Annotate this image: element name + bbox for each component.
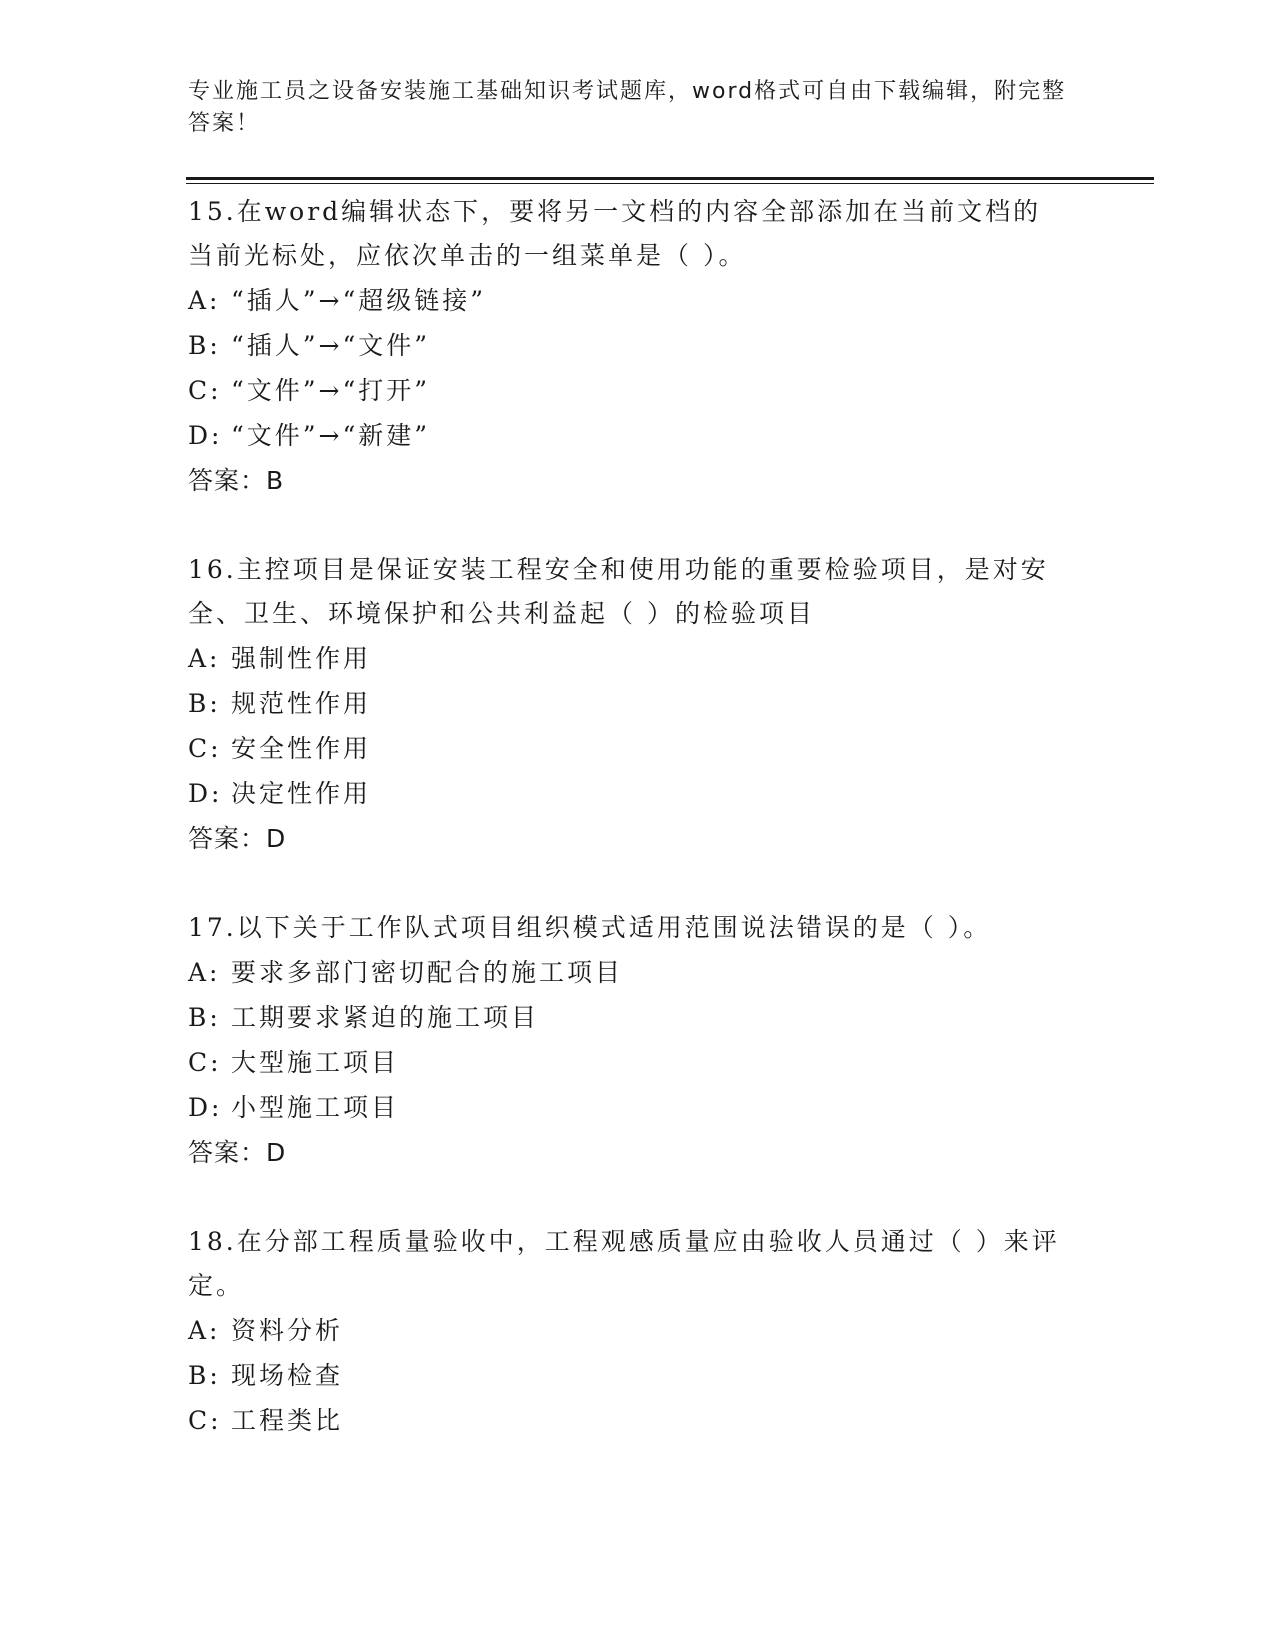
question-16 [188,548,1088,861]
option-letter: C: [188,734,222,763]
option-text: “文件”→“新建” [231,421,431,450]
option-letter: C: [188,1048,222,1077]
option-a [188,636,1088,681]
question-stem: 15.在word编辑状态下，要将另一文档的内容全部添加在当前文档的当前光标处，应依次单击的一组菜单是（ ）。 [188,197,1042,270]
option-letter: A: [188,286,221,315]
option-a [188,1308,1088,1353]
answer-label: 答案： [188,466,267,495]
option-d [188,413,1088,458]
option-letter: A: [188,1316,221,1345]
option-text: 决定性作用 [231,779,372,808]
option-b [188,681,1088,726]
option-text: 强制性作用 [231,644,372,673]
option-d [188,771,1088,816]
option-text: “文件”→“打开” [231,376,431,405]
option-text: “插人”→“文件” [231,331,431,360]
option-c [188,368,1088,413]
option-text: 现场检查 [231,1361,344,1390]
option-text: 工期要求紧迫的施工项目 [231,1003,540,1032]
option-c [188,1398,1088,1443]
option-text: 规范性作用 [231,689,372,718]
answer-label: 答案： [188,1138,267,1167]
question-stem: 16.主控项目是保证安装工程安全和使用功能的重要检验项目，是对安全、卫生、环境保护和公共利益起（ ）的检验项目 [188,555,1049,628]
question-stem: 17.以下关于工作队式项目组织模式适用范围说法错误的是（ ）。 [188,913,992,942]
option-a [188,950,1088,995]
option-text: 要求多部门密切配合的施工项目 [231,958,624,987]
option-letter: D: [188,421,223,450]
option-b [188,995,1088,1040]
answer-label: 答案： [188,824,267,853]
answer-value: B [266,466,285,495]
option-text: 资料分析 [231,1316,344,1345]
option-letter: A: [188,958,221,987]
header-rule-thin [186,183,1154,184]
option-c [188,726,1088,771]
question-17 [188,906,1088,1175]
option-d [188,1085,1088,1130]
answer-line [188,458,1088,503]
answer-value: D [266,1138,287,1167]
option-letter: D: [188,1093,223,1122]
option-letter: B: [188,331,221,360]
answer-line [188,1130,1088,1175]
option-c [188,1040,1088,1085]
answer-line [188,816,1088,861]
question-15 [188,190,1088,503]
question-18 [188,1220,1088,1443]
option-text: 大型施工项目 [231,1048,400,1077]
option-a [188,278,1088,323]
question-list [188,190,1088,1488]
option-text: 小型施工项目 [231,1093,400,1122]
answer-value: D [266,824,287,853]
option-text: 工程类比 [231,1406,344,1435]
option-letter: B: [188,1003,221,1032]
option-letter: C: [188,376,222,405]
option-letter: C: [188,1406,222,1435]
option-b [188,1353,1088,1398]
option-letter: B: [188,1361,221,1390]
option-letter: A: [188,644,221,673]
option-text: 安全性作用 [231,734,372,763]
option-b [188,323,1088,368]
option-letter: D: [188,779,223,808]
question-stem: 18.在分部工程质量验收中，工程观感质量应由验收人员通过（ ）来评定。 [188,1227,1060,1300]
option-letter: B: [188,689,221,718]
header-rule-thick [186,177,1154,180]
option-text: “插人”→“超级链接” [231,286,487,315]
document-header: 专业施工员之设备安装施工基础知识考试题库，word格式可自由下载编辑，附完整答案！ [188,79,1067,136]
